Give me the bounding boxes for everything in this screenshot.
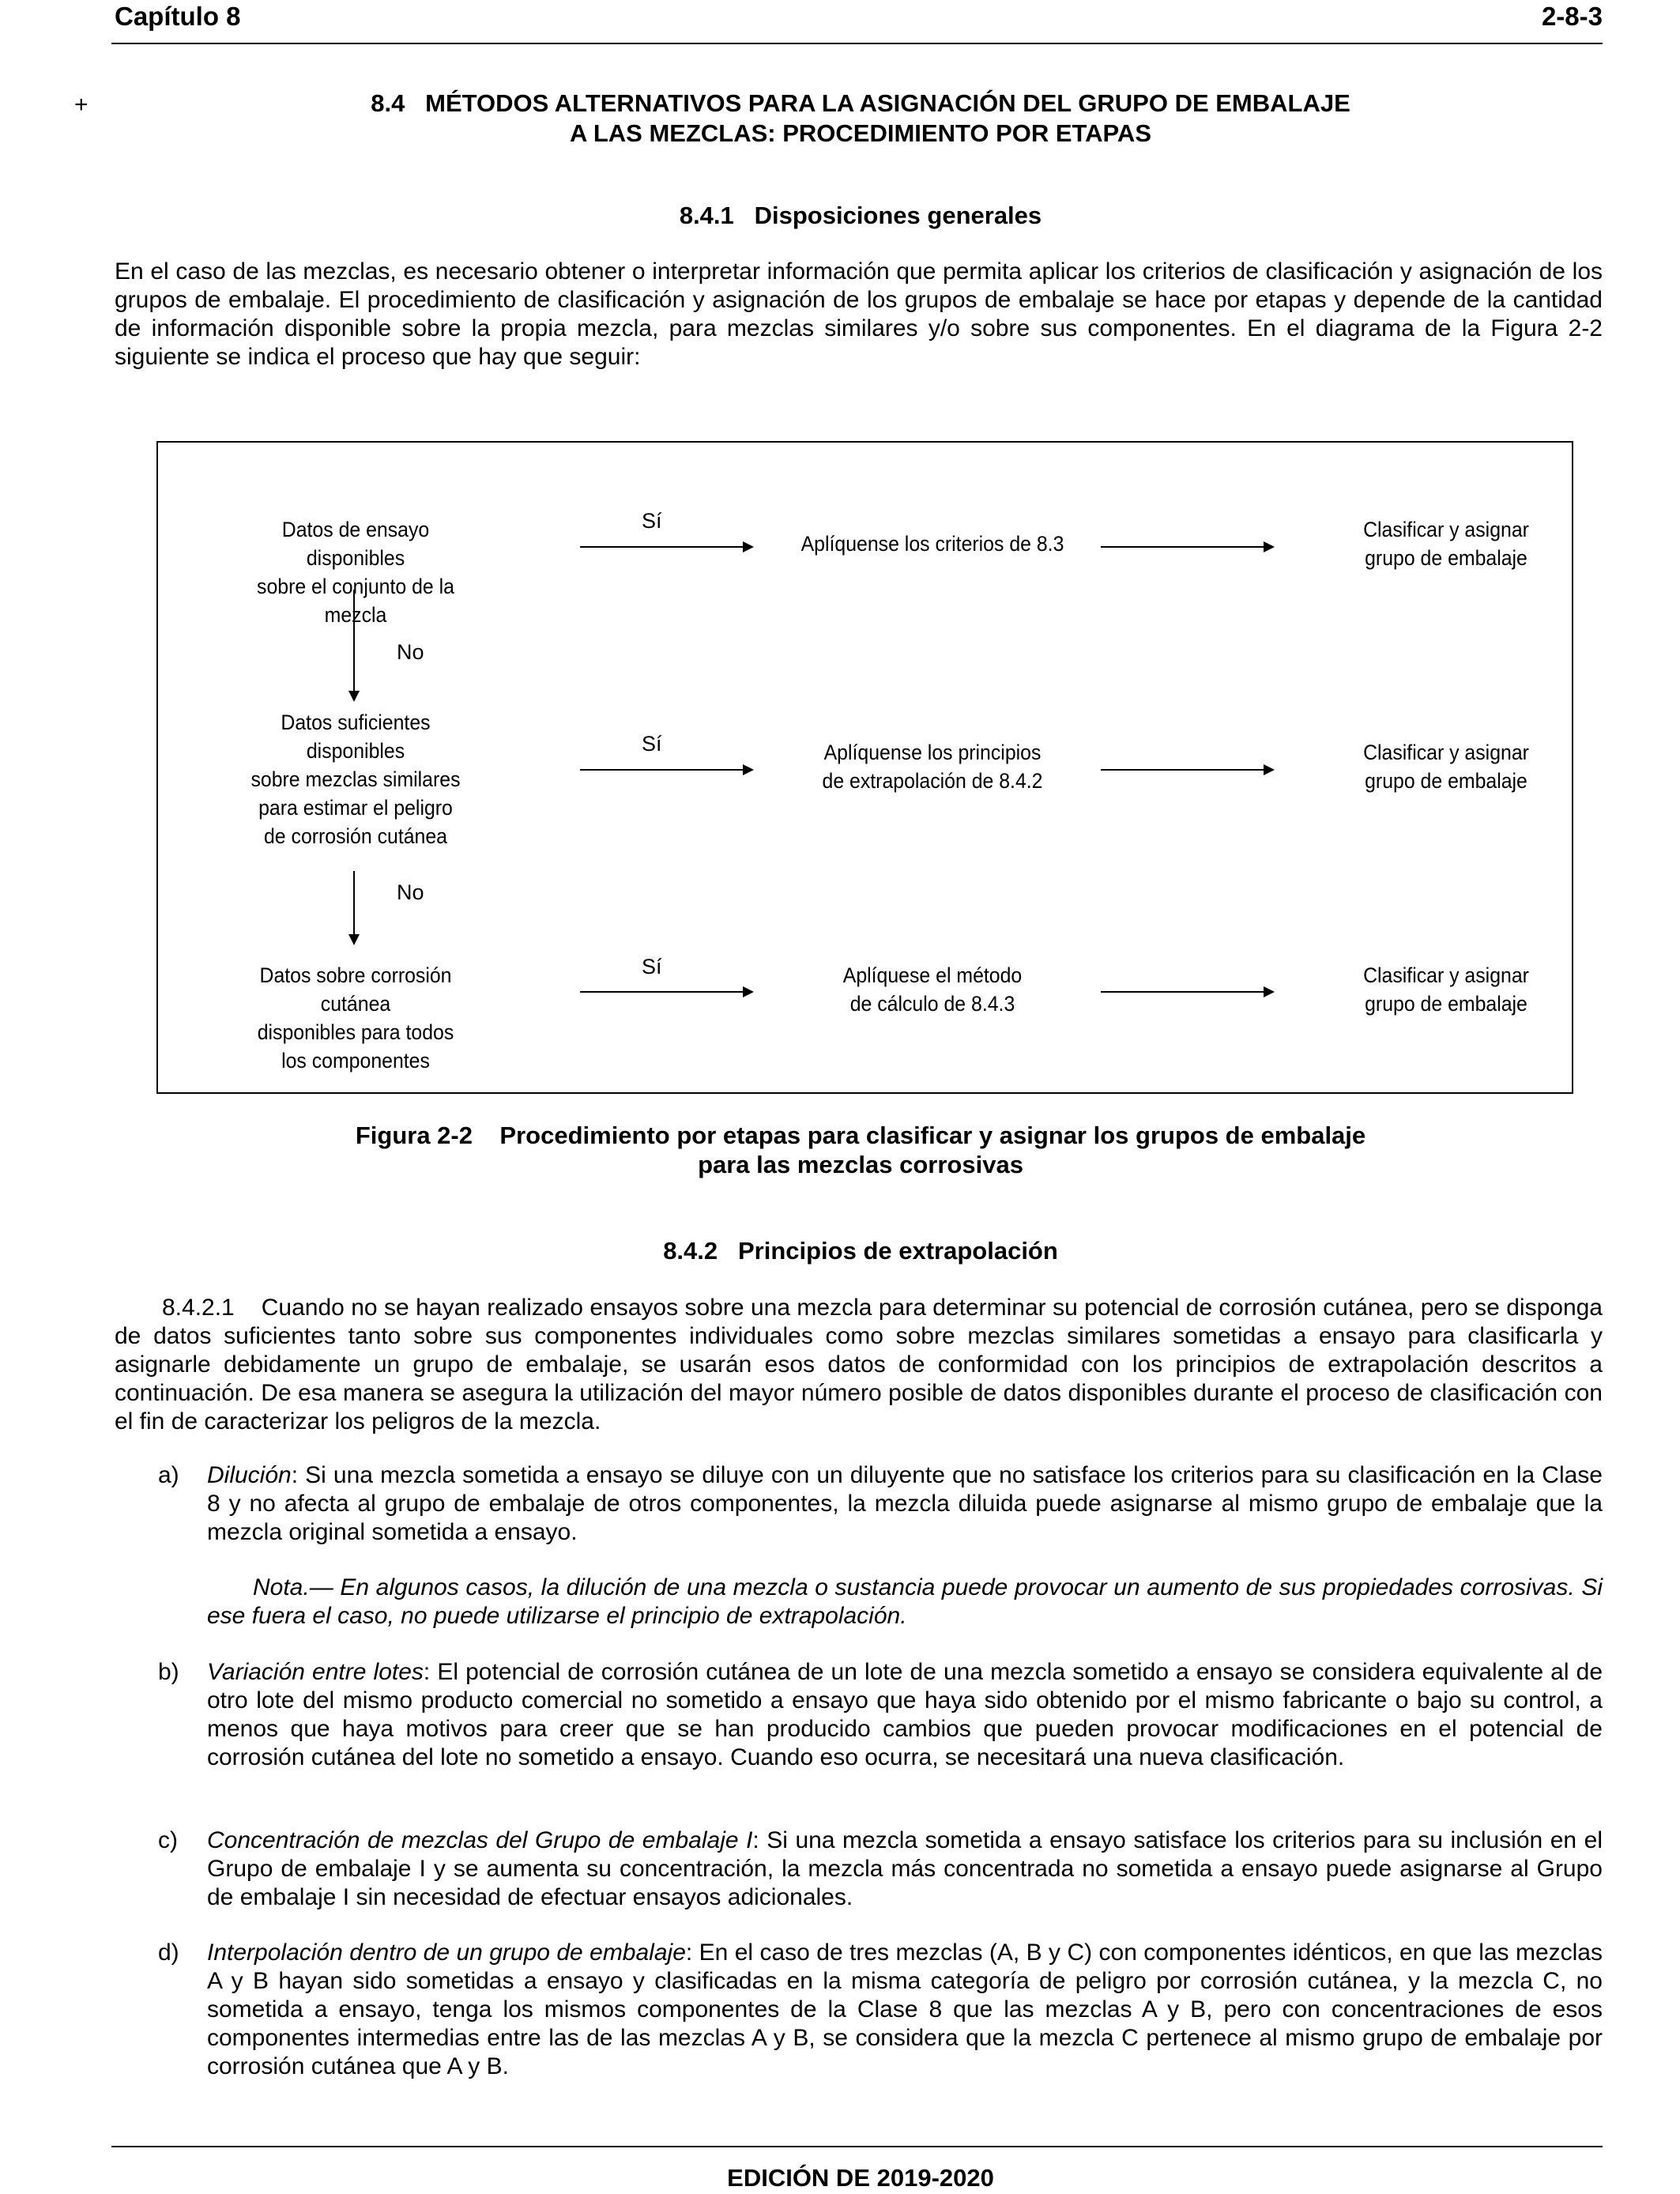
result-box-1: Clasificar y asignar grupo de embalaje: [1363, 518, 1529, 570]
caption-line-1: Figura 2-2 Procedimiento por etapas para clasificar y asignar los grupos de embalaje: [355, 1122, 1366, 1149]
list-term: Variación entre lotes: [207, 1659, 424, 1685]
list-text: : Si una mezcla sometida a ensayo se diluye con un diluyente que no satisface los criterios para su clasificación en la Clase 8 y no afecta al grupo de embalaje de otros componentes, la mezcla diluida puede asignarse al mismo grupo de embalaje que la mezcla original sometida a ensayo.: [207, 1462, 1603, 1545]
result-arrows: [1101, 547, 1273, 992]
paragraph-number: 8.4.2.1: [162, 1295, 235, 1321]
condition-box-3: Datos sobre corrosión cutánea disponibles para todos los componentes: [257, 963, 454, 1072]
list-marker: b): [158, 1659, 179, 1685]
list-marker: c): [158, 1827, 178, 1853]
edition-label: EDICIÓN DE 2019-2020: [727, 2164, 994, 2192]
action-box-1: Aplíquense los criterios de 8.3: [800, 532, 1064, 556]
subsection-heading-8-4-1: 8.4.1 Disposiciones generales: [679, 202, 1042, 229]
note: Nota.— En algunos casos, la dilución de una mezcla o sustancia puede provocar un aumento de sus propiedades corrosivas. Si ese fuera el caso, no puede utilizarse el principio de extrapolación.: [207, 1574, 1603, 1629]
figure-caption: [0, 1121, 1680, 1179]
list-item-c: [115, 1826, 1603, 1912]
list-term: Concentración de mezclas del Grupo de embalaje I: [207, 1827, 753, 1853]
flowchart-figure: [156, 441, 1573, 1094]
subsection-heading-8-4-2: 8.4.2 Principios de extrapolación: [663, 1237, 1058, 1265]
list-item-a: [115, 1461, 1603, 1547]
list-term: Dilución: [207, 1462, 292, 1488]
list-item-b: [115, 1658, 1603, 1772]
page-number: 2-8-3: [1541, 2, 1603, 31]
no-label-2: No: [397, 880, 424, 904]
result-box-3: Clasificar y asignar grupo de embalaje: [1363, 963, 1529, 1016]
paragraph-8-4-2-1: [115, 1294, 1603, 1436]
result-box-2: Clasificar y asignar grupo de embalaje: [1363, 741, 1529, 793]
list-text: : El potencial de corrosión cutánea de un lote de una mezcla sometido a ensayo se considera equivalente al de otro lote del mismo producto comercial no sometido a ensayo que haya sido obtenido por el mismo fabricante o bajo su control, a menos que haya motivos para creer que se han producido cambios que pueden provocar modificaciones en el potencial de corrosión cutánea del lote no sometido a ensayo. Cuando eso ocurra, se necesitará una nueva clasificación.: [207, 1659, 1603, 1770]
condition-box-1: Datos de ensayo disponibles sobre el conjunto de la mezcla: [257, 518, 454, 627]
paragraph-text: Cuando no se hayan realizado ensayos sobre una mezcla para determinar su potencial de corrosión cutánea, pero se disponga de datos suficientes tanto sobre sus componentes individuales como sobre mezclas similares sometidas a ensayo para clasificarla y asignarle debidamente un grupo de embalaje, se usarán esos datos de conformidad con los principios de extrapolación descritos a continuación. De esa manera se asegura la utilización del mayor número posible de datos disponibles durante el proceso de clasificación con el fin de caracterizar los peligros de la mezcla.: [115, 1295, 1603, 1434]
yes-label-2: Sí: [642, 732, 662, 756]
no-label-1: No: [397, 640, 424, 664]
action-box-3: Aplíquese el método de cálculo de 8.4.3: [842, 963, 1023, 1016]
list-marker: a): [158, 1462, 179, 1488]
yes-label-1: Sí: [642, 509, 662, 533]
footer-divider: [111, 2146, 1603, 2147]
list-item-d: [115, 1939, 1603, 2081]
yes-arrows: [580, 547, 752, 992]
list-text: : Si una mezcla sometida a ensayo satisface los criterios para su inclusión en el Grupo de embalaje I y se aumenta su concentración, la mezcla más concentrada no sometida a ensayo puede asignarse al Grupo de embalaje I sin necesidad de efectuar ensayos adicionales.: [207, 1827, 1603, 1910]
list-marker: d): [158, 1940, 179, 1966]
section-title-line-2: A LAS MEZCLAS: PROCEDIMIENTO POR ETAPAS: [570, 119, 1151, 147]
caption-line-2: para las mezclas corrosivas: [698, 1151, 1023, 1178]
action-box-2: Aplíquense los principios de extrapolación de 8.4.2: [822, 741, 1043, 793]
header-divider: [111, 43, 1603, 44]
list-text: : En el caso de tres mezclas (A, B y C) con componentes idénticos, en que las mezclas A y B hayan sido sometidas a ensayo y clasificadas en la misma categoría de peligro por corrosión cutánea, y la mezcla C, no sometida a ensayo, tenga los mismos componentes de la Clase 8 que las mezclas A y B, pero con concentraciones de esos componentes intermedias entre las de las mezclas A y B, se considera que la mezcla C pertenece al mismo grupo de embalaje por corrosión cutánea que A y B.: [207, 1940, 1603, 2079]
yes-label-3: Sí: [642, 955, 662, 978]
condition-box-2: Datos suficientes disponibles sobre mezclas similares para estimar el peligro de corrosión cutánea: [250, 711, 461, 848]
section-title-line-1: 8.4 MÉTODOS ALTERNATIVOS PARA LA ASIGNACIÓN DEL GRUPO DE EMBALAJE: [371, 89, 1350, 117]
amendment-mark: +: [74, 92, 89, 118]
chapter-label: Capítulo 8: [115, 2, 241, 31]
intro-paragraph: En el caso de las mezclas, es necesario obtener o interpretar información que permita aplicar los criterios de clasificación y asignación de los grupos de embalaje. El procedimiento de clasificación y asignación de los grupos de embalaje se hace por etapas y depende de la cantidad de información disponible sobre la propia mezcla, para mezclas similares y/o sobre sus componentes. En el diagrama de la Figura 2-2 siguiente se indica el proceso que hay que seguir:: [115, 258, 1603, 370]
section-title: [0, 89, 1680, 149]
list-term: Interpolación dentro de un grupo de embalaje: [207, 1940, 686, 1966]
